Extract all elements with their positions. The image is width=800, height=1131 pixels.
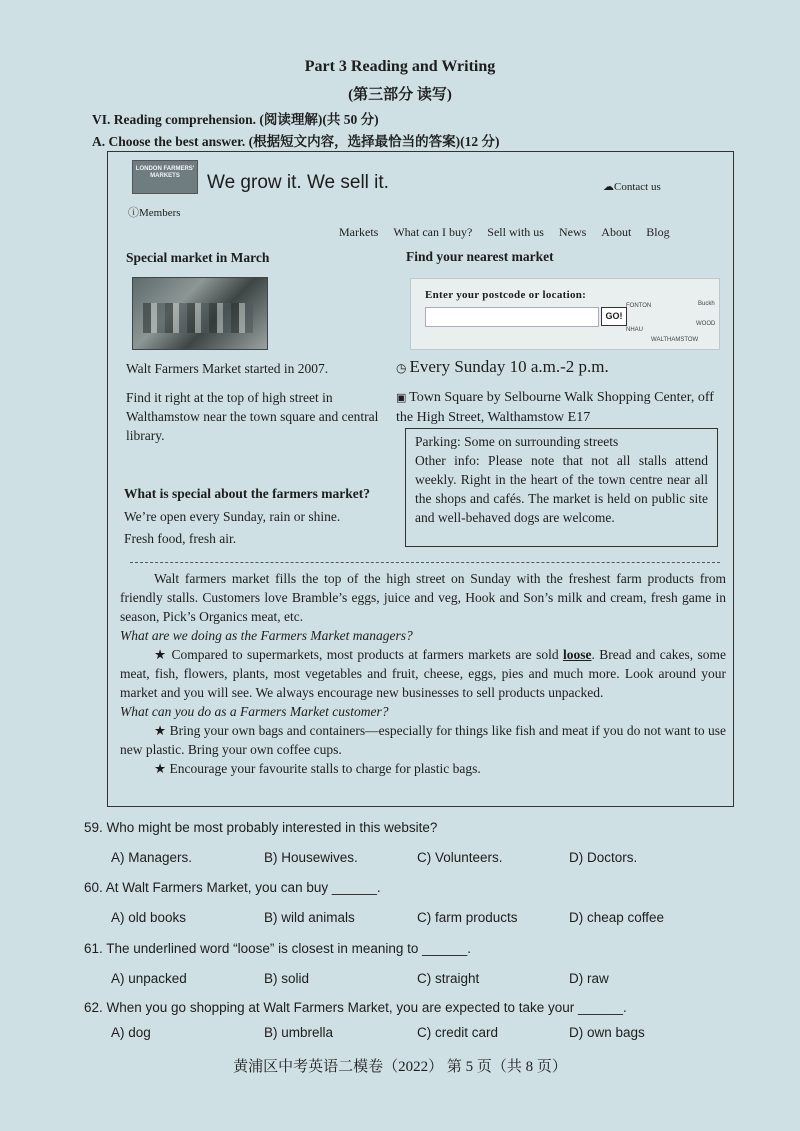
underlined-word: loose — [562, 647, 592, 662]
option-a[interactable]: A) Managers. — [111, 850, 193, 865]
contact-link[interactable] — [603, 180, 661, 193]
option-c[interactable]: C) farm products — [417, 910, 518, 925]
option-c[interactable]: C) credit card — [417, 1025, 499, 1040]
members-link[interactable] — [128, 204, 181, 220]
dashed-divider — [130, 562, 720, 563]
search-label: Enter your postcode or location: — [425, 289, 587, 301]
find-it-text: Find it right at the top of high street in Walthamstow near the town square and central library. — [126, 390, 379, 443]
contact-label: Contact us — [614, 181, 661, 193]
nav-blog[interactable]: Blog — [646, 225, 670, 239]
bullet-bags: ★ Bring your own bags and containers—especially for things like fish and meat if you do not want to use new plastic. Bring your own coffee cups. — [120, 723, 726, 757]
info-icon: ⓘ — [128, 207, 139, 219]
option-b[interactable]: B) solid — [264, 971, 310, 986]
option-a[interactable]: A) unpacked — [111, 971, 187, 986]
page-footer: 黄浦区中考英语二模卷（2022） 第 5 页（共 8 页） — [233, 1059, 567, 1075]
bullet-loose — [120, 645, 726, 702]
location-text: Town Square by Selbourne Walk Shopping Center, off the High Street, Walthamstow E17 — [396, 390, 714, 425]
option-b[interactable]: B) umbrella — [264, 1025, 334, 1040]
nav-markets[interactable]: Markets — [339, 225, 379, 239]
postcode-input[interactable] — [425, 307, 599, 327]
nav-what-can-i-buy[interactable]: What can I buy? — [393, 225, 473, 239]
other-info-text: Other info: Please note that not all stalls attend weekly. Right in the heart of the town centre near all the shops and cafés. The market is held on public site and well-behaved dogs are welcome. — [415, 453, 708, 525]
map-label: FONTON — [626, 303, 652, 309]
option-a[interactable]: A) old books — [111, 910, 187, 925]
question-62: 62. When you go shopping at Walt Farmers Market, you are expected to take your ______. — [84, 1000, 627, 1015]
nav-news[interactable]: News — [558, 225, 587, 239]
special-market-heading: Special market in March — [126, 250, 270, 265]
map-label: WALTHAMSTOW — [651, 337, 699, 343]
map-label: WOOD — [696, 321, 716, 327]
section-vi-heading: VI. Reading comprehension. (阅读理解)(共 50 分) — [92, 112, 379, 127]
bullet-plastic: ★ Encourage your favourite stalls to charge for plastic bags. — [154, 761, 481, 776]
hours-text: Every Sunday 10 a.m.-2 p.m. — [409, 357, 609, 376]
market-search-panel — [410, 278, 720, 350]
part-title: Part 3 Reading and Writing — [304, 58, 496, 75]
clock-icon: ◷ — [396, 361, 410, 375]
find-market-heading: Find your nearest market — [406, 249, 554, 264]
option-a[interactable]: A) dog — [111, 1025, 151, 1040]
members-label: Members — [139, 207, 181, 219]
go-button[interactable]: GO! — [601, 307, 627, 326]
bus-icon: ▣ — [396, 392, 410, 404]
nav-about[interactable]: About — [601, 225, 632, 239]
site-logo: LONDON FARMERS' MARKETS — [132, 160, 198, 194]
article-paragraph: Walt farmers market fills the top of the high street on Sunday with the freshest farm products from friendly stalls. Customers love Bramble’s eggs, juice and veg, Hook and Son’s milk and cream, fresh game in season, Pick’s Organics meat, etc. — [120, 571, 726, 624]
bullet-text: ★ Compared to supermarkets, most products at farmers markets are sold — [154, 647, 563, 662]
site-slogan: We grow it. We sell it. — [207, 172, 389, 193]
started-text: Walt Farmers Market started in 2007. — [126, 361, 329, 376]
map-label: Buckh — [698, 301, 715, 307]
chat-icon: ☁ — [603, 181, 614, 193]
option-d[interactable]: D) own bags — [569, 1025, 645, 1040]
what-special-heading: What is special about the farmers market? — [124, 486, 370, 501]
parking-text: Parking: Some on surrounding streets — [415, 434, 619, 449]
option-d[interactable]: D) cheap coffee — [569, 910, 665, 925]
market-photo — [132, 277, 268, 350]
customer-question: What can you do as a Farmers Market customer? — [120, 704, 389, 719]
article — [120, 569, 726, 778]
option-d[interactable]: D) raw — [569, 971, 609, 986]
info-box — [405, 428, 718, 547]
part-subtitle: (第三部分 读写) — [348, 87, 452, 103]
market-location — [396, 388, 716, 427]
map-label: NHAU — [626, 327, 644, 333]
managers-question: What are we doing as the Farmers Market managers? — [120, 628, 413, 643]
site-nav — [339, 225, 670, 240]
option-d[interactable]: D) Doctors. — [569, 850, 638, 865]
nav-sell-with-us[interactable]: Sell with us — [487, 225, 544, 239]
question-61: 61. The underlined word “loose” is closest in meaning to ______. — [84, 941, 471, 956]
open-text: We’re open every Sunday, rain or shine. — [124, 509, 341, 524]
question-59: 59. Who might be most probably interested in this website? — [84, 820, 438, 835]
option-c[interactable]: C) Volunteers. — [417, 850, 503, 865]
option-b[interactable]: B) Housewives. — [264, 850, 358, 865]
opening-hours — [396, 357, 609, 377]
bullet-text: . Bread and cakes, some meat, fish, flowers, plants, most vegetables and fruit, cheese, eggs, pies and much more. Look around your market and you will see. We always encourage new businesses to sell products unpacked. — [120, 647, 727, 700]
section-a-heading: A. Choose the best answer. (根据短文内容，选择最恰当的答案)(12 分) — [92, 134, 500, 149]
website-screenshot — [107, 151, 734, 807]
question-60: 60. At Walt Farmers Market, you can buy ______. — [84, 880, 381, 895]
option-c[interactable]: C) straight — [417, 971, 480, 986]
option-b[interactable]: B) wild animals — [264, 910, 355, 925]
fresh-text: Fresh food, fresh air. — [124, 531, 237, 546]
